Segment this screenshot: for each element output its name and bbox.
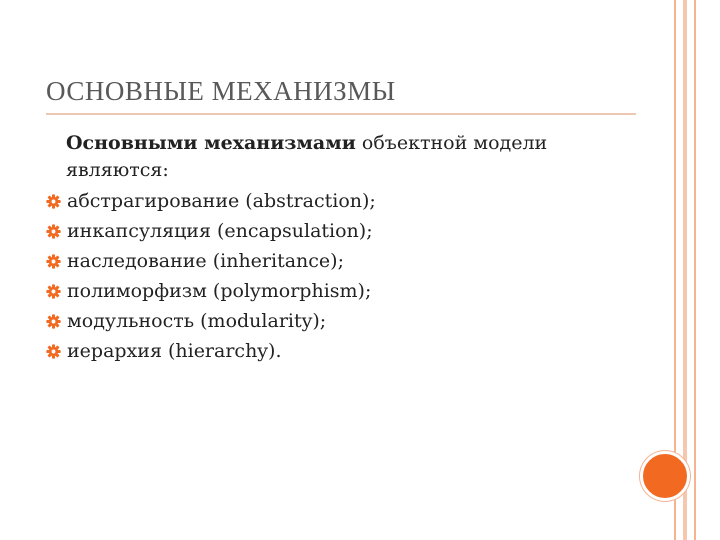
gear-bullet-icon [46, 314, 61, 329]
intro-paragraph [66, 130, 646, 184]
list-item-text: полиморфизм (polymorphism); [67, 280, 372, 302]
mechanisms-list [46, 186, 376, 366]
list-item-text: инкапсуляция (encapsulation); [67, 220, 373, 242]
gear-bullet-icon [46, 254, 61, 269]
list-item [46, 186, 376, 216]
slide-title: ОСНОВНЫЕ МЕХАНИЗМЫ [46, 76, 396, 106]
list-item-text: абстрагирование (abstraction); [67, 190, 376, 212]
list-item [46, 216, 376, 246]
list-item [46, 246, 376, 276]
list-item-text: модульность (modularity); [67, 310, 327, 332]
list-item [46, 276, 376, 306]
list-item-text: иерархия (hierarchy). [67, 340, 282, 362]
gear-bullet-icon [46, 284, 61, 299]
intro-bold-text: Основными механизмами [66, 132, 356, 154]
list-item [46, 336, 376, 366]
title-divider [46, 113, 636, 115]
decorative-circle [640, 451, 690, 501]
gear-bullet-icon [46, 194, 61, 209]
gear-bullet-icon [46, 224, 61, 239]
list-item-text: наследование (inheritance); [67, 250, 344, 272]
list-item [46, 306, 376, 336]
intro-text: объектной модели являются: [66, 132, 548, 181]
gear-bullet-icon [46, 344, 61, 359]
